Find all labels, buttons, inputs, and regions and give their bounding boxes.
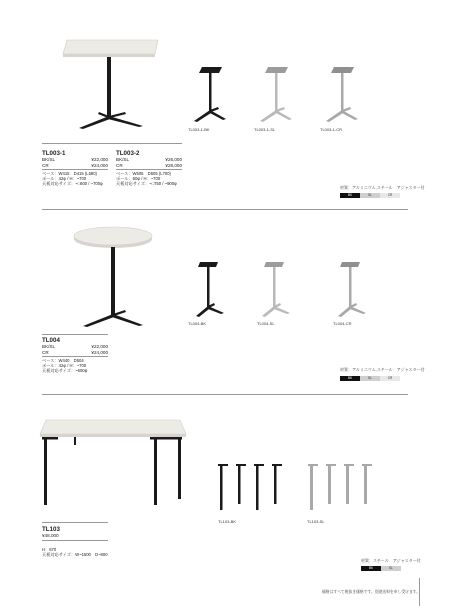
tl003-base-bk: [190, 63, 230, 125]
product-name: TL003-1: [42, 150, 66, 157]
tl003-caption-sl: TL003-1-SL: [254, 127, 276, 132]
tl004-caption-cr: TL004-CR: [333, 321, 352, 326]
tl004-block: [42, 337, 108, 373]
price: ¥48,000: [42, 533, 59, 538]
product-name: TL004: [42, 337, 60, 344]
section-divider: [42, 209, 408, 210]
tl003-material: 材質：アルミニウム,スチール アジャスター付: [340, 185, 425, 190]
spec-line: ベース：W505 D505 (L700): [116, 171, 171, 177]
swatch-cr: CR: [380, 376, 400, 381]
tl103-legs-sl: [304, 460, 378, 518]
tl004-base-bk: [192, 258, 228, 320]
tl003-color-swatches: [340, 193, 400, 198]
tl003-title-rule: [42, 143, 182, 144]
spec-line: ポール：50φ / H：~700: [116, 176, 161, 182]
price-row: BK/SL ¥26,000: [116, 157, 182, 162]
price-row: CR ¥24,000: [42, 349, 108, 355]
spec-line: 天板対応サイズ：W~1500 D~800: [42, 551, 108, 557]
spec-line: ポール：42φ / H：~700: [42, 363, 87, 369]
price-row: BK/SL ¥22,000: [42, 344, 108, 349]
swatch-cr: CR: [380, 193, 400, 198]
tl103-table-photo: [32, 412, 194, 512]
spec-line: 天板対応サイズ：~□600 / ~700φ: [42, 181, 103, 187]
tl004-caption-sl: TL004-SL: [257, 321, 275, 326]
tl103-material: 材質：スチール アジャスター付: [361, 558, 421, 563]
tl103-legs-bk: [212, 460, 290, 518]
tl103-caption-sl: TL103-SL: [307, 519, 325, 524]
spec-line: ベース：W440 D504: [42, 358, 84, 364]
tl004-table-photo: [65, 222, 165, 330]
price-row: BK/SL ¥22,000: [42, 157, 108, 162]
tl004-material: 材質：アルミニウム,スチール アジャスター付: [340, 367, 425, 372]
spec-line: ベース：W415 D415 (L580): [42, 171, 97, 177]
tl004-color-swatches: [340, 376, 400, 381]
price-row: CR ¥24,000: [42, 162, 108, 168]
tl103-caption-bk: TL103-BK: [218, 519, 237, 524]
tl003-table-photo: [55, 30, 165, 130]
tl004-base-cr: [334, 258, 370, 320]
tl004-base-sl: [258, 258, 294, 320]
swatch-sl: SL: [360, 193, 380, 198]
tl003-2-block: [116, 150, 182, 186]
swatch-bk: BK: [361, 566, 381, 571]
tl003-1-block: [42, 150, 108, 186]
tl004-title-rule: [42, 334, 108, 335]
swatch-sl: SL: [381, 566, 401, 571]
swatch-bk: BK: [340, 193, 360, 198]
product-name: TL103: [42, 526, 60, 533]
product-name: TL003-2: [116, 150, 140, 157]
spec-line: ポール：42φ / H：~700: [42, 176, 87, 182]
tl003-base-sl: [256, 63, 296, 125]
swatch-sl: SL: [360, 376, 380, 381]
tl003-base-cr: [322, 63, 362, 125]
price-row: CR ¥28,000: [116, 162, 182, 168]
tl103-block: [42, 526, 122, 557]
footer-note: 価格はすべて税抜き価格です。別途送料を申し受けます。: [322, 590, 421, 594]
spec-line: H：670: [42, 546, 57, 552]
tl103-color-swatches: [361, 566, 401, 571]
swatch-bk: BK: [340, 376, 360, 381]
tl003-caption-bk: TL003-1-BK: [188, 127, 210, 132]
spec-line: 天板対応サイズ：~600φ: [42, 368, 88, 374]
tl004-caption-bk: TL004-BK: [188, 321, 207, 326]
tl003-caption-cr: TL003-1-CR: [320, 127, 343, 132]
spec-line: 天板対応サイズ：~□750 / ~900φ: [116, 181, 177, 187]
section-divider: [42, 394, 408, 395]
tl103-title-rule: [42, 522, 108, 523]
